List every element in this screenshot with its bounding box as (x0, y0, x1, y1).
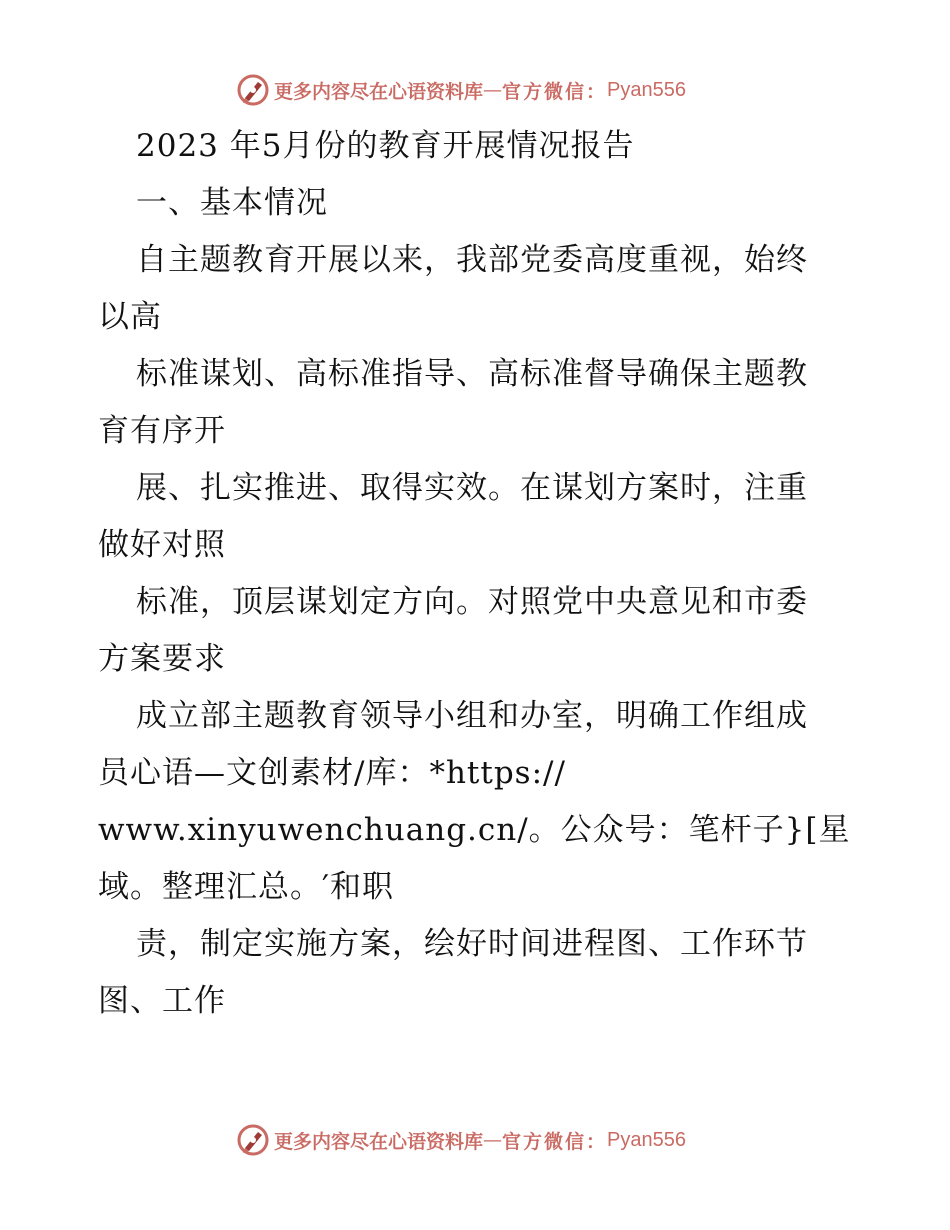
body-line: 域。整理汇总。′和职 (98, 869, 395, 905)
banner-separator: — (483, 1129, 503, 1151)
body-line: 方案要求 (98, 641, 226, 677)
header-banner (236, 70, 716, 110)
banner-label: 官方微信： (502, 80, 608, 103)
body-line: 成立部主题教育领导小组和办室，明确工作组成 (136, 698, 808, 734)
body-line: 标准谋划、高标准指导、高标准督导确保主题教 (136, 356, 808, 392)
body-line: 展、扎实推进、取得实效。在谋划方案时，注重 (136, 470, 808, 506)
banner-id: Pyan556 (607, 78, 686, 101)
body-line: 以高 (98, 299, 162, 335)
footer-banner (236, 1120, 716, 1160)
body-line: 员心语—文创素材/库：*https:// (98, 755, 566, 791)
banner-label: 官方微信： (502, 1130, 608, 1153)
body-line: 育有序开 (98, 413, 226, 449)
body-line: 标准，顶层谋划定方向。对照党中央意见和市委 (136, 584, 808, 620)
document-body (98, 118, 858, 1030)
body-line: 自主题教育开展以来，我部党委高度重视，始终 (136, 242, 808, 278)
banner-separator: — (483, 79, 503, 101)
pen-logo-icon (236, 1123, 270, 1157)
body-line: 图、工作 (98, 983, 226, 1019)
banner-text: 更多内容尽在心语资料库 (274, 80, 484, 103)
document-title: 2023 年5月份的教育开展情况报告 (136, 128, 635, 164)
banner-id: Pyan556 (607, 1128, 686, 1151)
body-line: www.xinyuwenchuang.cn/。公众号：笔杆子}[星 (98, 812, 851, 848)
banner-text: 更多内容尽在心语资料库 (274, 1130, 484, 1153)
body-line: 责，制定实施方案，绘好时间进程图、工作环节 (136, 926, 808, 962)
pen-logo-icon (236, 73, 270, 107)
section-heading: 一、基本情况 (136, 185, 328, 221)
body-line: 做好对照 (98, 527, 226, 563)
